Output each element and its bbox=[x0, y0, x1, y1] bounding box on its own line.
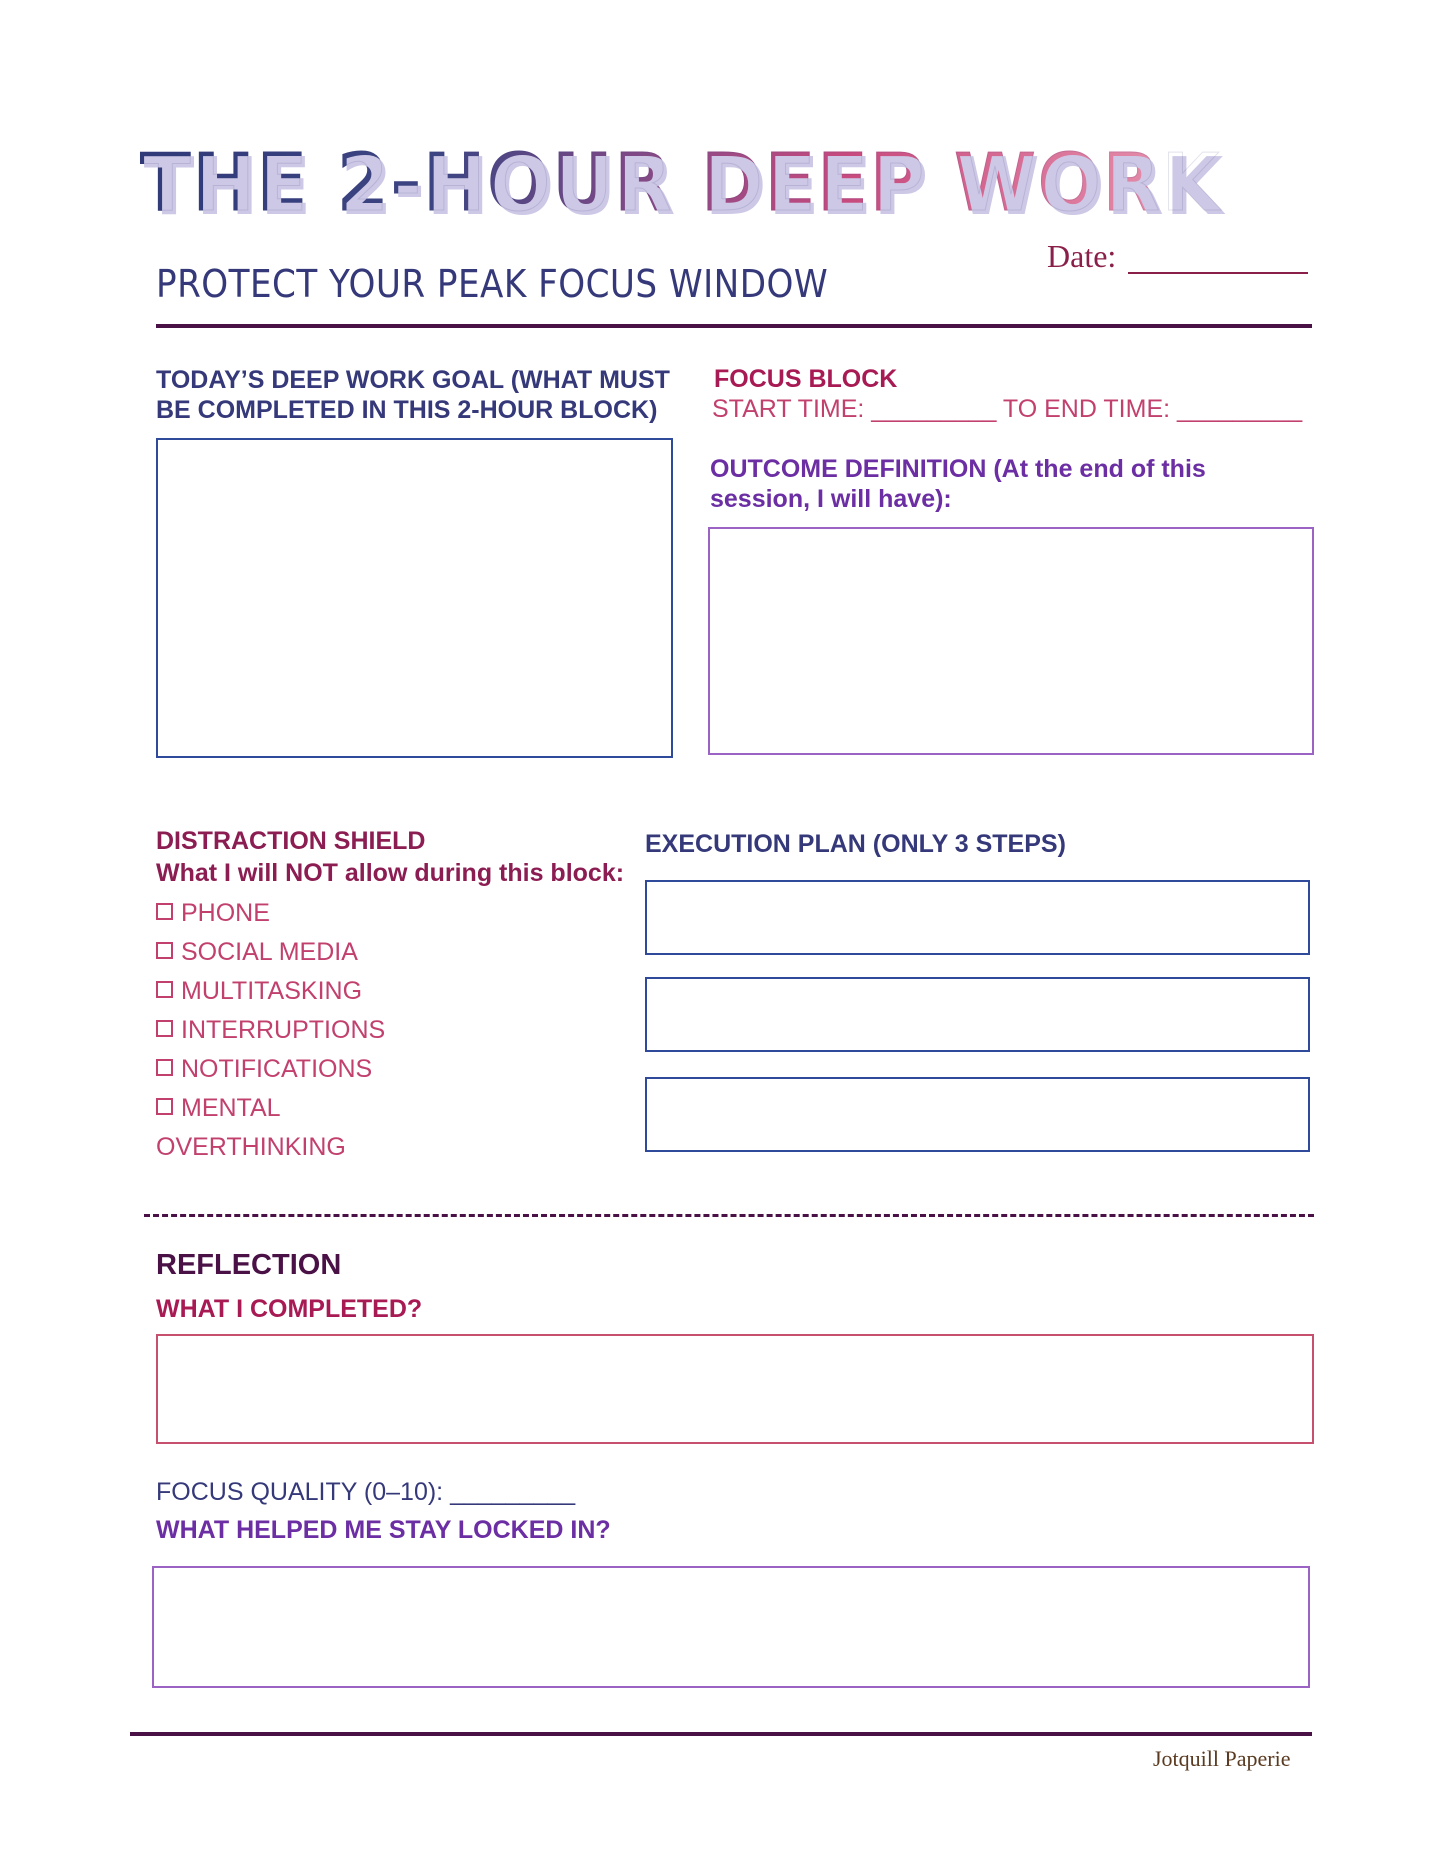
completed-heading: WHAT I COMPLETED? bbox=[156, 1295, 423, 1323]
footer-divider bbox=[130, 1732, 1312, 1736]
goal-heading-line2: BE COMPLETED IN THIS 2-HOUR BLOCK) bbox=[156, 396, 658, 424]
outcome-heading bbox=[710, 454, 1206, 514]
distraction-item-label: MULTITASKING bbox=[181, 977, 363, 1005]
goal-heading bbox=[156, 365, 670, 425]
focus-quality-line[interactable]: FOCUS QUALITY (0–10): _________ bbox=[156, 1478, 576, 1506]
distraction-item[interactable] bbox=[156, 1094, 281, 1123]
completed-input-box[interactable] bbox=[156, 1334, 1314, 1444]
focus-time-line[interactable]: START TIME: _________ TO END TIME: _________ bbox=[712, 395, 1303, 423]
checkbox-icon[interactable] bbox=[156, 942, 173, 959]
goal-input-box[interactable] bbox=[156, 438, 673, 758]
date-label: Date: bbox=[1047, 238, 1117, 274]
execution-step-box[interactable] bbox=[645, 880, 1310, 955]
distraction-item[interactable] bbox=[156, 938, 358, 967]
section-divider-dashed bbox=[144, 1214, 1314, 1217]
execution-step-box[interactable] bbox=[645, 977, 1310, 1052]
distraction-item[interactable] bbox=[156, 1016, 385, 1045]
distraction-item[interactable] bbox=[156, 1055, 372, 1084]
helped-input-box[interactable] bbox=[152, 1566, 1310, 1688]
checkbox-icon[interactable] bbox=[156, 903, 173, 920]
reflection-heading: REFLECTION bbox=[156, 1249, 342, 1281]
distraction-item-continuation: OVERTHINKING bbox=[156, 1133, 346, 1161]
distraction-item-label: SOCIAL MEDIA bbox=[181, 938, 358, 966]
helped-heading: WHAT HELPED ME STAY LOCKED IN? bbox=[156, 1516, 611, 1544]
checkbox-icon[interactable] bbox=[156, 981, 173, 998]
distraction-subheading: What I will NOT allow during this block: bbox=[156, 859, 625, 887]
distraction-item-label: INTERRUPTIONS bbox=[181, 1016, 386, 1044]
execution-step-box[interactable] bbox=[645, 1077, 1310, 1152]
page-title: THE 2-HOUR DEEP WORK bbox=[140, 128, 1155, 238]
execution-heading: EXECUTION PLAN (ONLY 3 STEPS) bbox=[645, 830, 1066, 858]
distraction-item-label: PHONE bbox=[181, 899, 270, 927]
page-subtitle: PROTECT YOUR PEAK FOCUS WINDOW bbox=[156, 262, 829, 306]
distraction-item-label: NOTIFICATIONS bbox=[181, 1055, 373, 1083]
focus-block-heading: FOCUS BLOCK bbox=[714, 365, 898, 393]
goal-heading-line1: TODAY’S DEEP WORK GOAL (WHAT MUST bbox=[156, 366, 670, 394]
distraction-item[interactable] bbox=[156, 899, 270, 928]
date-field-line[interactable] bbox=[1128, 272, 1308, 274]
checkbox-icon[interactable] bbox=[156, 1020, 173, 1037]
checkbox-icon[interactable] bbox=[156, 1098, 173, 1115]
outcome-heading-line1: OUTCOME DEFINITION (At the end of this bbox=[710, 455, 1206, 483]
distraction-item[interactable] bbox=[156, 977, 362, 1006]
brand-name: Jotquill Paperie bbox=[1153, 1746, 1291, 1771]
header-divider bbox=[156, 324, 1312, 328]
distraction-heading: DISTRACTION SHIELD bbox=[156, 827, 426, 855]
outcome-input-box[interactable] bbox=[708, 527, 1314, 755]
outcome-heading-line2: session, I will have): bbox=[710, 485, 952, 513]
distraction-item-label: MENTAL bbox=[181, 1094, 281, 1122]
checkbox-icon[interactable] bbox=[156, 1059, 173, 1076]
